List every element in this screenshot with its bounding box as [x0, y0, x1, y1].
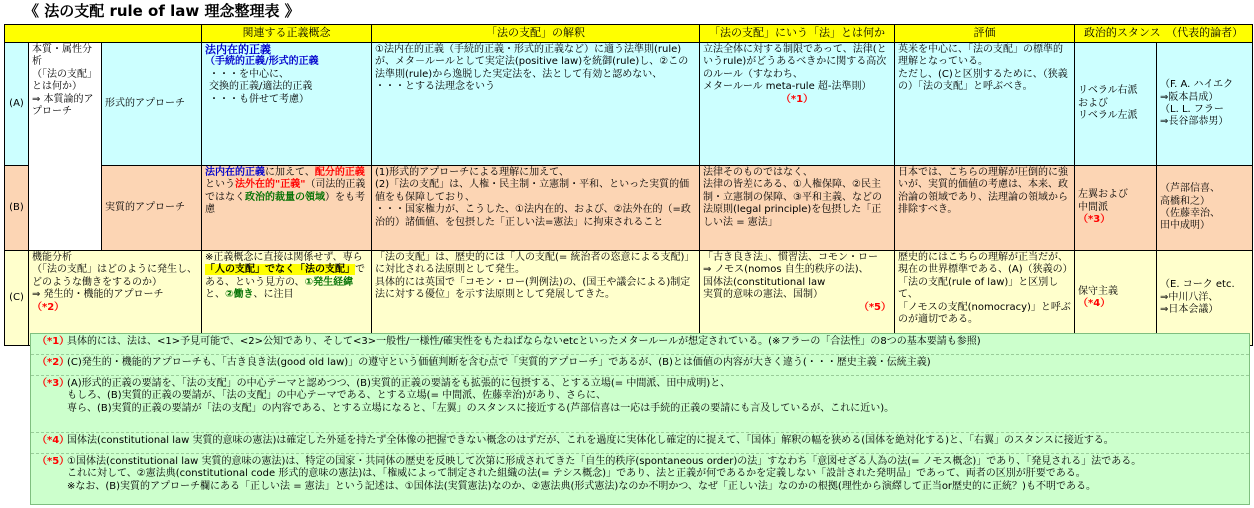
row-c-label: (C): [5, 251, 29, 346]
row-a-authors: （F. A. ハイエク ⇒阪本昌成） （L. L. フラー ⇒長谷部恭男）: [1157, 43, 1253, 166]
row-a-justice: 法内在的正義 （手続的正義/形式的正義 ・・・を中心に、 交換的正義/適法的正義 ・・・も併せて考慮）: [202, 43, 372, 166]
header-interpretation: 「法の支配」の解釈: [372, 25, 700, 43]
row-a-evaluation: 英米を中心に、「法の支配」の標準的理解となっている。 ただし、(C)と区別するために、（狭義の）「法の支配」と呼ぶべき。: [895, 43, 1075, 166]
row-b-law: 法律そのものではなく、 法律の皆差にある、①人権保障、②民主制・立憲制の保障、③平和主義、などの法原則(legal principle)を包摂した「正しい法 = 憲法」: [700, 166, 895, 251]
row-b: [5, 166, 1253, 251]
row-c-interpretation: 「法の支配」は、歴史的には「人の支配(= 統治者の恣意による支配)」に対比される法原則として発生。 具体的には英国で「コモン・ロー(判例法)の、(国王や議会による)制定法に対する優位」を示す法原則として発展してきた。: [372, 251, 700, 346]
footnote: （*5）①国体法(constitutional law 実質的意味の憲法)は、特定の国家・共同体の歴史を反映して次第に形成されてきた「自生的秩序(spontaneous order)の法」すなわち「意図せざる人為の法(= ノモス概念)」であり、「発見される」法である。 これに対して、②憲法典(constitutional code 形式的意味の憲法)は、「権威によって制定された組織の法(= テシス概念)」であり、法と正義が何であるかを定義しない「設計された発明品」であって、両者の区別が肝要である。 ※なお、(B)実質的アプローチ欄にある「正しい法 = 憲法」という記述は、①国体法(実質憲法)なのか、②憲法典(形式憲法)なのか不明かつ、なぜ「正しい法」なのかの根拠(理性から演繹して正当or歴史的に正統？)も不明である。: [37, 456, 1142, 492]
essence-cell: 本質・属性分析 （「法の支配」とは何か） ⇒ 本質論的アプローチ: [29, 43, 102, 251]
header-blank: [5, 25, 202, 43]
row-c-evaluation: 歴史的にはこちらの理解が正当だが、現在の世界標準である、(A)（狭義の）「法の支配(rule of law)」と区別して、 「ノモスの支配(nomocracy)」と呼ぶのが適切である。: [895, 251, 1075, 346]
row-c: [5, 251, 1253, 346]
header-justice: 関連する正義概念: [202, 25, 372, 43]
row-a-label: (A): [5, 43, 29, 166]
row-c-stance: 保守主義 （*4）: [1075, 251, 1157, 346]
footnote: （*4）国体法(constitutional law 実質的意味の憲法)は確定した外延を持たず全体像の把握できない概念のはずだが、これを過度に実体化し確定的に捉えて、「国体」解釈の幅を狭める(国体を絶対化する)と、「右翼」のスタンスに接近する。: [31, 433, 1249, 454]
footnote: （*2）(C)発生的・機能的アプローチも、「古き良き法(good old law)」の遵守という価値判断を含む点で「実質的アプローチ」であるが、(B)とは価値の内容が大きく違う(・・・歴史主義・伝統主義): [31, 355, 1249, 376]
row-b-justice: 法内在的正義に加えて、配分的正義という法外在的"正義"（司法的正義ではなく政治的裁量の領域）をも考慮: [202, 166, 372, 251]
row-b-authors: （芦部信喜、 高橋和之） （佐藤幸治、 田中成明）: [1157, 166, 1253, 251]
row-a-law: 立法全体に対する制限であって、法律(というrule)がどうあるべきかに関する高次のルール（すなわち、 メタールール meta-rule 超-法準則） （*1）: [700, 43, 895, 166]
page-title: 《 法の支配 rule of law 理念整理表 》: [24, 2, 300, 20]
header-row: [5, 25, 1253, 43]
header-evaluation: 評価: [895, 25, 1075, 43]
row-c-justice: ※正義概念に直接は関係せず、専ら「人の支配」でなく「法の支配」である、という見方の、①発生経緯と、②働き、に注目: [202, 251, 372, 346]
row-c-law: 「古き良き法」、慣習法、コモン・ロー ⇒ ノモス(nomos 自生的秩序の法)、 国体法(constitutional law 実質的意味の憲法、国制） （*5）: [700, 251, 895, 346]
footnote: （*1）具体的には、法は、<1>予見可能で、<2>公知であり、そして<3>一般性/一様性/確実性をもたねばならないetcといったメタールールが想定されている。(※フラーの「合法性」の8つの基本要請も参照): [31, 334, 1249, 355]
row-a: [5, 43, 1253, 166]
row-a-approach: 形式的アプローチ: [102, 43, 202, 166]
header-stance: 政治的スタンス （代表的論者）: [1075, 25, 1253, 43]
row-b-label: (B): [5, 166, 29, 251]
row-b-approach: 実質的アプローチ: [102, 166, 202, 251]
row-b-interpretation: (1)形式的アプローチによる理解に加えて、 (2)「法の支配」は、人権・民主制・立憲制・平和、といった実質的価値をも保障しており、 ・・・国家権力が、こうした、①法内在的、および、②法外在的（=政治的）諸価値、を包摂した「正しい法=憲法」に拘束されること: [372, 166, 700, 251]
row-c-approach: 機能分析 （「法の支配」はどのように発生し、どのような働きをするのか） ⇒ 発生的・機能的アプローチ （*2）: [29, 251, 202, 346]
row-b-stance: 左翼および 中間派 （*3）: [1075, 166, 1157, 251]
footnote: （*3）(A)形式的正義の要請を、「法の支配」の中心テーマと認めつつ、(B)実質的正義の要請をも拡張的に包摂する、とする立場(= 中間派、田中成明)と、 もしろ、(B)実質的正義の要請が、「法の支配」の中心テーマである、とする立場(= 中間派、佐藤幸治)があり、さらに、 専ら、(B)実質的正義の要請が「法の支配」の内容である、とする立場になると、「左翼」のスタンスに接近する(芦部信喜は一応は手続的正義の要請にも言及しているが、これに近い)。: [31, 376, 1249, 433]
row-b-evaluation: 日本では、こちらの理解が圧倒的に強いが、実質的価値の考慮は、本来、政治論の領域であり、法理論の領域から排除すべき。: [895, 166, 1075, 251]
row-c-authors: （E. コーク etc. ⇒中川八洋、 ⇒日本会議）: [1157, 251, 1253, 346]
footnotes: [30, 333, 1250, 505]
row-a-interpretation: ①法内在的正義（手続的正義・形式的正義など）に適う法準則(rule)が、メタ－ルールとして実定法(positive law)を統御(rule)し、②この法準則(rule)から逸脱した実定法を、法として有効と認めない、 ・・・とする法理念をいう: [372, 43, 700, 166]
row-a-stance: リベラル右派 および リベラル左派: [1075, 43, 1157, 166]
header-law: 「法の支配」にいう「法」とは何か: [700, 25, 895, 43]
rule-of-law-table: [4, 24, 1253, 346]
